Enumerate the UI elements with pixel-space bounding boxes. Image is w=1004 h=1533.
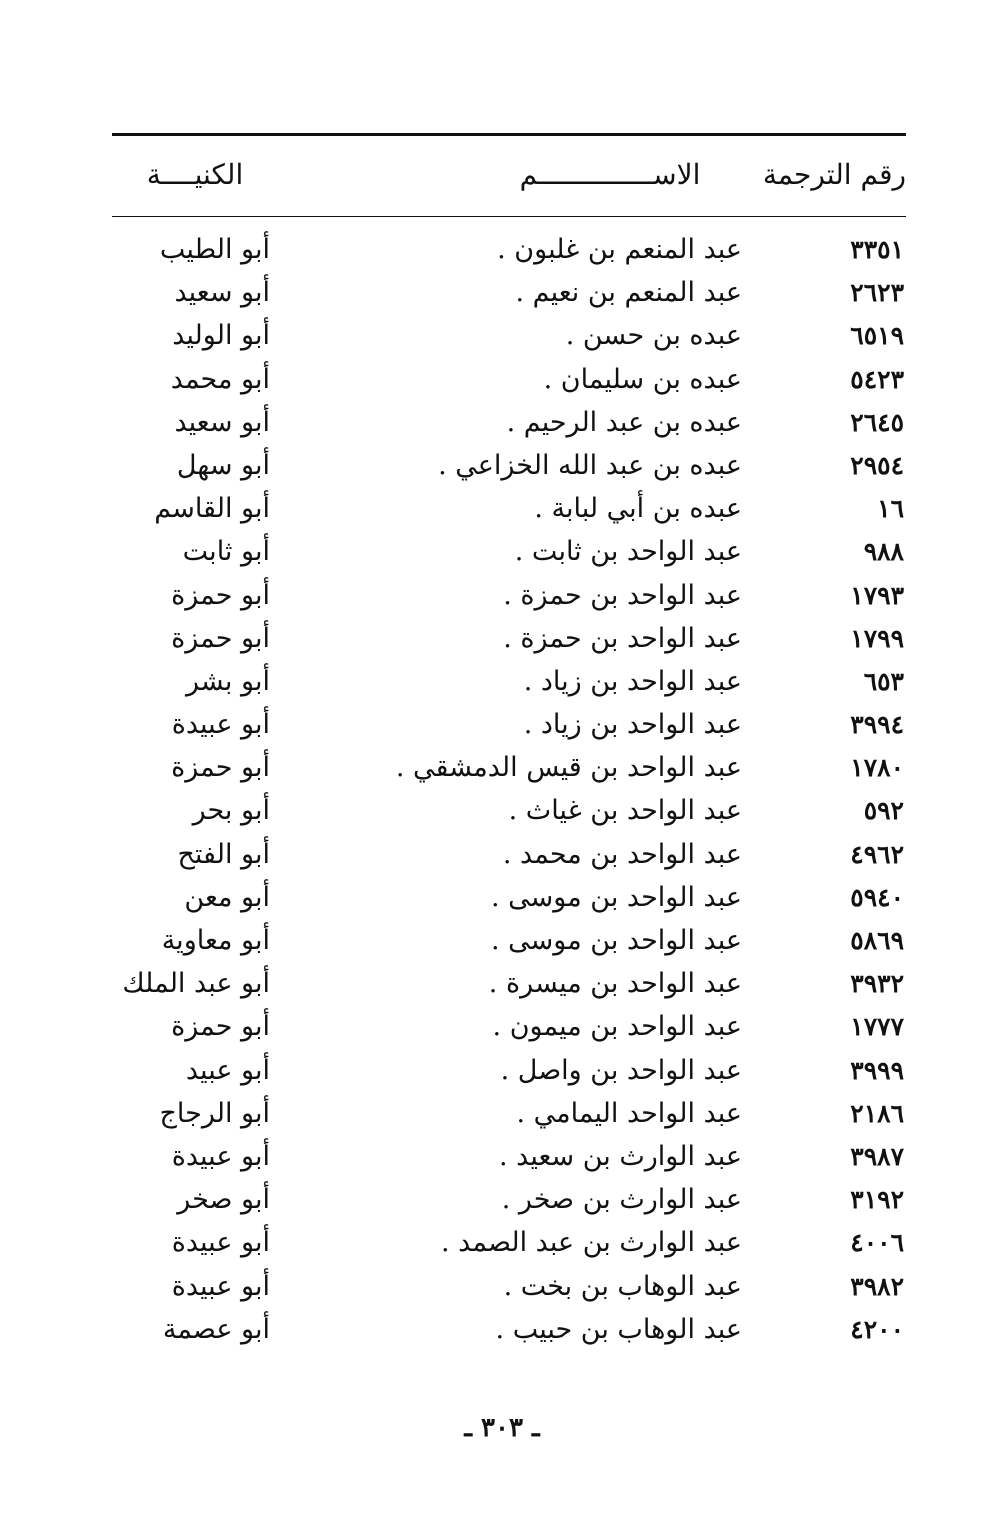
entry-name: عبده بن سليمان . — [543, 363, 742, 395]
entry-number: ٣١٩٢ — [850, 1185, 904, 1215]
table-row — [0, 833, 1004, 876]
entry-name: عبد الوهاب بن بخت . — [503, 1270, 742, 1302]
table-row — [0, 876, 1004, 919]
entry-kunya: أبو ثابت — [182, 536, 270, 568]
entry-number: ٤٠٠٦ — [850, 1228, 904, 1258]
table-row — [0, 487, 1004, 530]
entry-kunya: أبو سعيد — [174, 406, 270, 438]
entry-number: ٥٨٦٩ — [850, 926, 904, 955]
table-row — [0, 444, 1004, 487]
table-row — [0, 617, 1004, 660]
table-row — [0, 1135, 1004, 1178]
entry-number: ٥٩٢ — [863, 796, 904, 826]
entry-name: عبده بن حسن . — [565, 320, 742, 352]
entry-number: ٢٦٢٣ — [850, 278, 904, 308]
table-row — [0, 1265, 1004, 1308]
entry-kunya: أبو حمزة — [171, 622, 270, 654]
entry-kunya: أبو الفتح — [177, 838, 270, 870]
entry-kunya: أبو محمد — [170, 363, 270, 395]
entry-kunya: أبو حمزة — [171, 579, 270, 611]
table-row — [0, 746, 1004, 789]
entry-kunya: أبو عبيدة — [171, 709, 270, 741]
entry-kunya: أبو سعيد — [174, 277, 270, 309]
entry-name: عبد الواحد بن حمزة . — [503, 579, 742, 611]
table-row — [0, 703, 1004, 746]
entry-name: عبد المنعم بن غلبون . — [497, 234, 742, 265]
entry-name: عبد الواحد بن ميمون . — [492, 1011, 742, 1043]
entry-kunya: أبو عبيدة — [171, 1227, 270, 1259]
table-row — [0, 1308, 1004, 1351]
table-row — [0, 919, 1004, 962]
entry-number: ١٧٩٣ — [850, 580, 904, 610]
entry-number: ٤٢٠٠ — [850, 1314, 904, 1344]
entry-kunya: أبو عبيدة — [171, 1140, 270, 1172]
entry-number: ٣٩٨٢ — [850, 1271, 904, 1301]
entry-name: عبد الوارث بن عبد الصمد . — [441, 1227, 742, 1259]
entry-kunya: أبو عصمة — [162, 1313, 270, 1345]
entry-name: عبد الواحد بن غياث . — [508, 795, 742, 827]
table-row — [0, 228, 1004, 271]
entry-name: عبد الواحد بن موسى . — [491, 925, 742, 956]
column-header-name: الاســــــــــــــم — [519, 158, 701, 191]
entry-number: ٦٥١٩ — [850, 321, 904, 351]
entry-name: عبد الواحد بن زياد . — [523, 665, 742, 697]
entry-number: ٣٩٨٧ — [850, 1141, 904, 1171]
entry-number: ٢٦٤٥ — [850, 407, 904, 437]
table-row — [0, 271, 1004, 314]
entry-kunya: أبو معاوية — [161, 925, 270, 956]
entry-name: عبد الواحد بن محمد . — [502, 838, 742, 870]
entry-name: عبد الوارث بن صخر . — [501, 1184, 742, 1216]
entry-kunya: أبو معن — [184, 881, 270, 913]
entry-number: ٢١٨٦ — [850, 1098, 904, 1128]
entry-kunya: أبو حمزة — [171, 752, 270, 784]
entry-name: عبد الوهاب بن حبيب . — [495, 1313, 742, 1345]
entry-name: عبد الواحد بن زياد . — [523, 709, 742, 741]
entry-number: ٦٥٣ — [863, 666, 904, 696]
column-header-number: رقم الترجمة — [762, 158, 906, 191]
entry-name: عبده بن عبد الرحيم . — [506, 406, 742, 438]
entry-name: عبد الواحد بن حمزة . — [503, 622, 742, 654]
header-bottom-rule — [112, 216, 906, 217]
entry-kunya: أبو حمزة — [171, 1011, 270, 1043]
table-row — [0, 1178, 1004, 1221]
entry-number: ٩٨٨ — [863, 537, 904, 567]
table-row — [0, 358, 1004, 401]
entry-number: ٥٩٤٠ — [850, 882, 904, 912]
entry-name: عبد الواحد بن ميسرة . — [488, 968, 742, 1000]
entry-number: ٢٩٥٤ — [850, 450, 904, 480]
table-row — [0, 574, 1004, 617]
entry-kunya: أبو عبيد — [185, 1054, 270, 1086]
entry-kunya: أبو عبد الملك — [122, 968, 270, 1000]
column-header-kunya: الكنيــــة — [146, 158, 244, 191]
page-number: ـ ٣٠٣ ـ — [464, 1413, 540, 1443]
entry-kunya: أبو الطيب — [159, 234, 270, 265]
entry-number: ١٧٧٧ — [850, 1012, 904, 1042]
table-row — [0, 660, 1004, 703]
entry-name: عبد الواحد بن قيس الدمشقي . — [395, 752, 742, 784]
entry-name: عبد الواحد اليمامي . — [516, 1097, 742, 1129]
entry-kunya: أبو الوليد — [172, 320, 270, 352]
table-row — [0, 1005, 1004, 1048]
entry-kunya: أبو صخر — [177, 1184, 270, 1216]
table-row — [0, 530, 1004, 573]
entry-name: عبد الوارث بن سعيد . — [498, 1140, 742, 1172]
table-row — [0, 1221, 1004, 1264]
entry-name: عبده بن أبي لبابة . — [534, 493, 742, 525]
table-row — [0, 314, 1004, 357]
table-row — [0, 401, 1004, 444]
entry-number: ١٧٨٠ — [850, 753, 904, 783]
table-row — [0, 789, 1004, 832]
entry-kunya: أبو بحر — [192, 795, 270, 827]
entry-number: ٣٩٣٢ — [850, 969, 904, 999]
entry-name: عبد المنعم بن نعيم . — [515, 277, 742, 309]
entry-kunya: أبو بشر — [185, 665, 270, 697]
entry-name: عبد الواحد بن واصل . — [500, 1054, 742, 1086]
entry-number: ٥٤٢٣ — [850, 364, 904, 394]
entry-number: ٣٩٩٤ — [850, 710, 904, 740]
entry-kunya: أبو عبيدة — [171, 1270, 270, 1302]
entry-number: ٣٩٩٩ — [850, 1055, 904, 1085]
header-top-rule — [112, 133, 906, 136]
entry-kunya: أبو سهل — [176, 449, 270, 481]
entry-number: ١٧٩٩ — [850, 623, 904, 653]
table-row — [0, 962, 1004, 1005]
table-row — [0, 1049, 1004, 1092]
entry-number: ١٦ — [877, 494, 904, 524]
entry-number: ٣٣٥١ — [850, 235, 904, 264]
entry-number: ٤٩٦٢ — [850, 839, 904, 869]
entry-name: عبد الواحد بن موسى . — [491, 881, 742, 913]
entry-name: عبد الواحد بن ثابت . — [514, 536, 742, 568]
entry-kunya: أبو القاسم — [154, 493, 270, 525]
entry-kunya: أبو الرجاج — [159, 1097, 270, 1129]
table-row — [0, 1092, 1004, 1135]
entry-name: عبده بن عبد الله الخزاعي . — [438, 449, 742, 481]
entries-table — [0, 228, 1004, 1351]
